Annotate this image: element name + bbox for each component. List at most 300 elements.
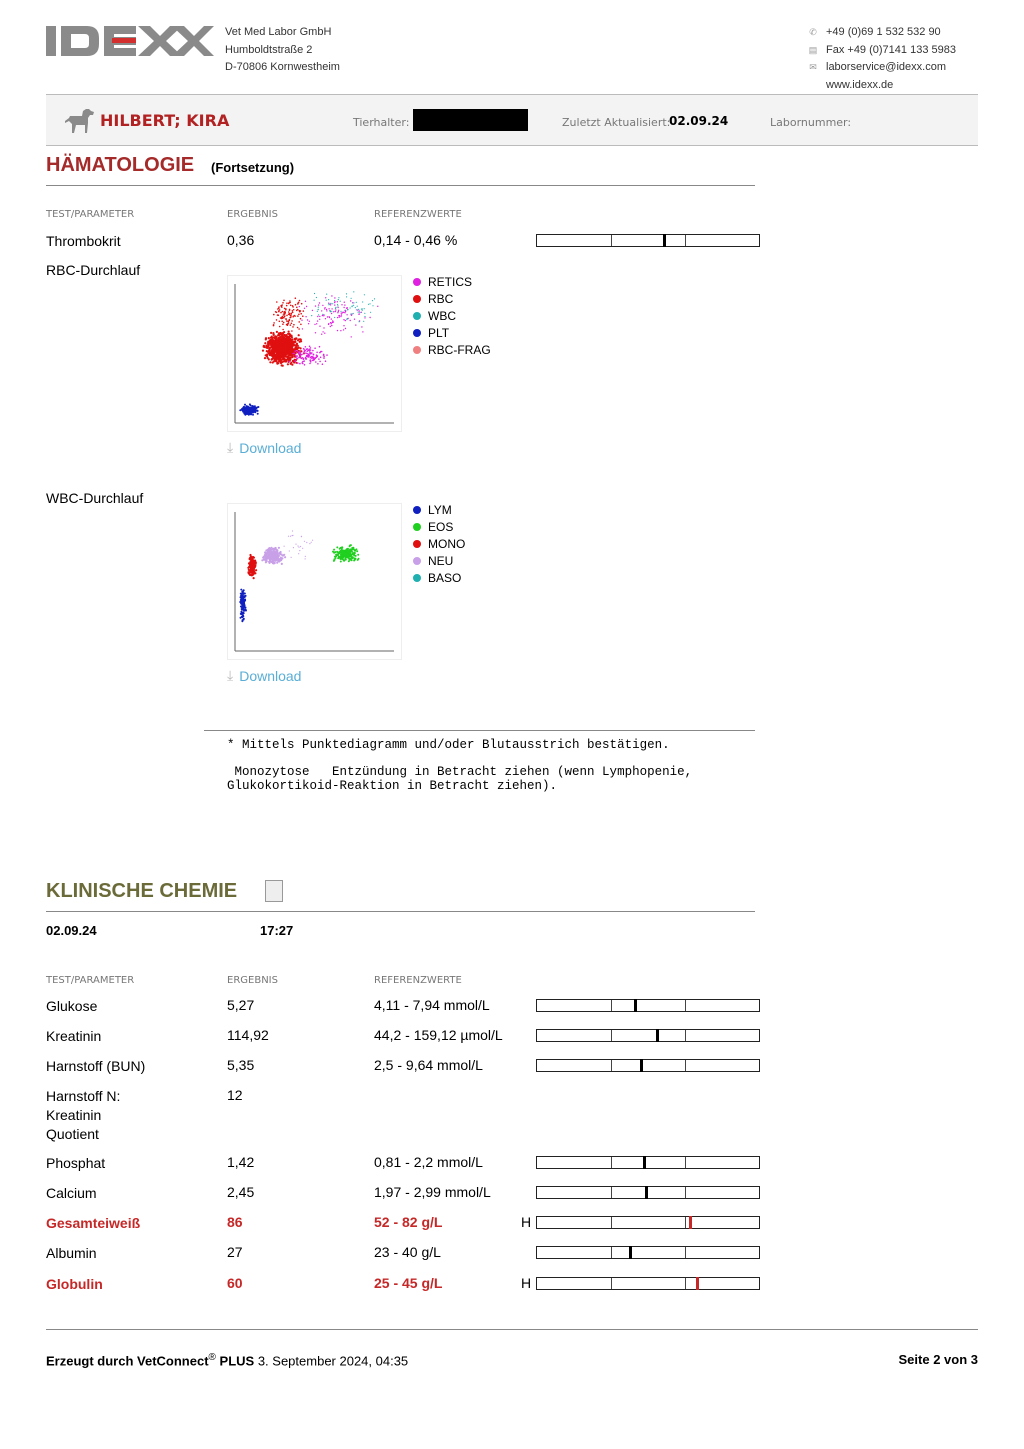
scatter-point (333, 549, 335, 551)
scatter-point (332, 303, 333, 304)
range-marker (689, 1216, 692, 1229)
scatter-point (283, 311, 285, 313)
range-marker (643, 1156, 646, 1169)
scatter-point (308, 349, 310, 351)
scatter-point (291, 323, 293, 325)
scatter-point (343, 307, 344, 308)
scatter-point (309, 321, 310, 322)
scatter-point (272, 343, 274, 345)
scatter-point (298, 334, 300, 336)
scatter-point (269, 347, 271, 349)
scatter-point (326, 294, 327, 295)
scatter-point (363, 321, 364, 322)
scatter-point (350, 314, 351, 315)
scatter-point (362, 301, 363, 302)
scatter-point (278, 547, 280, 549)
scatter-point (298, 352, 300, 354)
scatter-point (293, 344, 295, 346)
param-name: Albumin (46, 1245, 97, 1261)
scatter-point (348, 551, 350, 553)
scatter-point (290, 316, 292, 318)
scatter-point (350, 554, 352, 556)
scatter-point (351, 313, 352, 314)
scatter-point (295, 304, 297, 306)
range-marker (645, 1186, 648, 1199)
scatter-point (354, 319, 355, 320)
scatter-point (369, 317, 370, 318)
download-icon: ⤓ (227, 439, 234, 455)
scatter-point (300, 318, 302, 320)
scatter-point (335, 307, 336, 308)
scatter-point (321, 351, 323, 353)
scatter-point (294, 338, 296, 340)
scatter-point (337, 301, 338, 302)
scatter-point (301, 303, 303, 305)
scatter-point (314, 357, 316, 359)
scatter-point (346, 293, 347, 294)
scatter-point (280, 558, 282, 560)
scatter-point (316, 352, 318, 354)
reference-range-bar (536, 999, 760, 1012)
scatter-point (279, 352, 281, 354)
scatter-point (248, 408, 250, 410)
param-result: 1,42 (227, 1154, 255, 1170)
scatter-point (347, 309, 348, 310)
scatter-point (288, 320, 290, 322)
scatter-point (364, 317, 365, 318)
patient-name: HILBERT; KIRA (100, 111, 230, 130)
scatter-point (279, 356, 281, 358)
scatter-point (276, 363, 278, 365)
scatter-point (291, 355, 293, 357)
scatter-point (248, 573, 250, 575)
scatter-point (299, 550, 300, 551)
param-name: Globulin (46, 1276, 103, 1292)
scatter-point (276, 319, 278, 321)
scatter-point (312, 540, 313, 541)
scatter-point (350, 320, 351, 321)
scatter-point (296, 310, 298, 312)
scatter-point (336, 546, 338, 548)
scatter-point (283, 300, 285, 302)
scatter-point (324, 308, 325, 309)
param-result: 86 (227, 1214, 243, 1230)
scatter-point (359, 321, 360, 322)
scatter-point (333, 311, 334, 312)
scatter-point (243, 606, 245, 608)
scatter-point (364, 294, 365, 295)
scatter-point (267, 550, 269, 552)
rbc-download-link[interactable] (227, 439, 301, 456)
scatter-point (282, 323, 284, 325)
param-name: Calcium (46, 1185, 97, 1201)
scatter-point (377, 306, 378, 307)
param-name: Phosphat (46, 1155, 106, 1171)
scatter-point (280, 350, 282, 352)
reference-range-bar (536, 1059, 760, 1072)
scatter-point (350, 307, 351, 308)
scatter-point (348, 560, 350, 562)
param-reference: 2,5 - 9,64 mmol/L (374, 1057, 483, 1073)
scatter-point (326, 354, 328, 356)
scatter-point (276, 331, 278, 333)
scatter-point (346, 550, 348, 552)
scatter-point (314, 324, 315, 325)
scatter-point (240, 613, 242, 615)
scatter-point (338, 310, 339, 311)
scatter-point (273, 562, 275, 564)
scatter-point (250, 409, 252, 411)
scatter-point (335, 554, 337, 556)
scatter-point (284, 546, 285, 547)
scatter-point (292, 326, 294, 328)
legend-dot (413, 506, 421, 514)
scatter-point (305, 346, 307, 348)
scatter-point (240, 589, 242, 591)
scatter-point (289, 338, 291, 340)
param-reference: 25 - 45 g/L (374, 1275, 443, 1291)
scatter-point (285, 349, 287, 351)
scatter-point (297, 327, 299, 329)
scatter-point (293, 547, 294, 548)
scatter-point (243, 602, 245, 604)
scatter-point (265, 338, 267, 340)
scatter-point (359, 313, 360, 314)
lab-website[interactable]: www.idexx.de (826, 78, 894, 91)
scatter-point (291, 320, 293, 322)
scatter-point (275, 359, 277, 361)
scatter-point (331, 325, 332, 326)
legend-label: RETICS (428, 274, 473, 289)
scatter-point (271, 338, 273, 340)
scatter-point (340, 561, 342, 563)
scatter-point (358, 312, 359, 313)
scatter-point (356, 550, 358, 552)
scatter-point (287, 346, 289, 348)
scatter-point (270, 560, 272, 562)
legend-item (413, 501, 465, 518)
col-head-test: TEST/PARAMETER (46, 975, 135, 986)
scatter-point (298, 357, 300, 359)
scatter-point (243, 412, 245, 414)
scatter-point (253, 577, 255, 579)
scatter-point (273, 314, 275, 316)
scatter-point (284, 556, 286, 558)
fax-icon: ▤ (808, 44, 818, 55)
reference-range-bar (536, 234, 760, 247)
scatter-point (346, 319, 347, 320)
scatter-point (319, 326, 320, 327)
scatter-point (289, 348, 291, 350)
scatter-point (303, 359, 305, 361)
scatter-point (313, 354, 315, 356)
range-marker (629, 1246, 632, 1259)
scatter-point (341, 313, 342, 314)
scatter-point (272, 350, 274, 352)
scatter-point (322, 314, 323, 315)
scatter-point (343, 319, 344, 320)
scatter-point (338, 299, 339, 300)
scatter-point (338, 297, 339, 298)
legend-dot (413, 557, 421, 565)
scatter-point (361, 326, 362, 327)
scatter-point (335, 311, 336, 312)
scatter-point (297, 339, 299, 341)
scatter-point (328, 316, 329, 317)
scatter-point (250, 558, 252, 560)
scatter-point (357, 306, 358, 307)
scatter-point (273, 325, 275, 327)
scatter-point (370, 312, 371, 313)
param-name: Kreatinin (46, 1028, 102, 1044)
scatter-point (306, 542, 307, 543)
scatter-point (304, 364, 306, 366)
scatter-point (266, 350, 268, 352)
scatter-point (331, 308, 332, 309)
chemie-time: 17:27 (260, 923, 294, 938)
scatter-point (249, 565, 251, 567)
scatter-point (364, 316, 365, 317)
scatter-point (243, 592, 245, 594)
scatter-point (297, 347, 299, 349)
section-title-chemie: KLINISCHE CHEMIE (46, 880, 238, 902)
scatter-point (245, 407, 247, 409)
legend-item (413, 535, 465, 552)
scatter-point (247, 567, 249, 569)
scatter-point (253, 571, 255, 573)
scatter-point (361, 312, 362, 313)
legend-item (413, 307, 491, 324)
param-result: 12 (227, 1087, 243, 1103)
scatter-point (321, 334, 322, 335)
scatter-point (251, 567, 253, 569)
scatter-point (311, 542, 312, 543)
scatter-point (343, 325, 344, 326)
scatter-point (321, 310, 322, 311)
scatter-point (305, 350, 307, 352)
scatter-point (352, 302, 353, 303)
scatter-point (280, 343, 282, 345)
range-marker (656, 1029, 659, 1042)
scatter-point (287, 350, 289, 352)
rbc-scatter-plot (227, 275, 402, 432)
scatter-point (327, 316, 328, 317)
scatter-point (302, 328, 303, 329)
scatter-point (319, 316, 320, 317)
scatter-point (285, 318, 287, 320)
scatter-point (288, 536, 289, 537)
scatter-point (309, 543, 310, 544)
scatter-point (319, 361, 321, 363)
scatter-point (268, 344, 270, 346)
scatter-point (331, 295, 332, 296)
scatter-point (281, 340, 283, 342)
scatter-point (303, 348, 305, 350)
scatter-point (244, 404, 246, 406)
idexx-logo (46, 24, 214, 58)
scatter-point (356, 309, 357, 310)
legend-dot (413, 312, 421, 320)
scatter-point (312, 350, 314, 352)
scatter-point (281, 356, 283, 358)
scatter-point (340, 301, 341, 302)
updated-label: Zuletzt Aktualisiert: (562, 116, 671, 129)
scatter-point (287, 363, 289, 365)
scatter-point (316, 297, 317, 298)
scatter-point (319, 346, 321, 348)
scatter-point (269, 351, 271, 353)
scatter-point (344, 304, 345, 305)
scatter-point (325, 360, 327, 362)
scatter-point (240, 617, 242, 619)
scatter-point (268, 554, 270, 556)
scatter-point (314, 293, 315, 294)
scatter-point (291, 313, 293, 315)
scatter-point (323, 354, 325, 356)
param-result: 5,27 (227, 997, 255, 1013)
scatter-point (345, 320, 346, 321)
scatter-point (290, 324, 292, 326)
scatter-point (332, 320, 333, 321)
scatter-point (303, 310, 305, 312)
scatter-point (359, 312, 360, 313)
lab-email[interactable]: laborservice@idexx.com (826, 61, 946, 73)
lab-name: Vet Med Labor GmbH (225, 26, 332, 38)
col-head-result: ERGEBNIS (227, 209, 278, 220)
wbc-download-label: Download (239, 667, 302, 684)
scatter-point (315, 305, 316, 306)
scatter-point (262, 350, 264, 352)
scatter-point (299, 300, 301, 302)
scatter-point (334, 300, 335, 301)
scatter-point (341, 550, 343, 552)
legend-item (413, 569, 465, 586)
range-marker (640, 1059, 643, 1072)
scatter-point (272, 361, 274, 363)
scatter-point (288, 311, 290, 313)
scatter-point (346, 296, 347, 297)
scatter-point (354, 550, 356, 552)
scatter-point (339, 548, 341, 550)
scatter-point (322, 315, 323, 316)
scatter-point (248, 569, 250, 571)
scatter-point (334, 317, 335, 318)
scatter-point (270, 547, 272, 549)
footer-plus: PLUS (219, 1353, 255, 1369)
scatter-point (283, 314, 285, 316)
scatter-point (279, 326, 281, 328)
legend-label: PLT (428, 325, 450, 340)
scatter-point (296, 350, 298, 352)
scatter-point (319, 319, 320, 320)
scatter-point (315, 361, 317, 363)
legend-dot (413, 523, 421, 531)
scatter-point (347, 555, 349, 557)
scatter-point (289, 309, 291, 311)
scatter-point (337, 307, 338, 308)
scatter-point (307, 319, 308, 320)
scatter-point (290, 305, 292, 307)
wbc-download-link[interactable] (227, 667, 301, 684)
scatter-point (281, 318, 283, 320)
legend-item (413, 341, 491, 358)
scatter-point (252, 414, 254, 416)
scatter-point (351, 298, 352, 299)
scatter-point (285, 309, 287, 311)
owner-label: Tierhalter: (353, 116, 410, 129)
scatter-point (312, 310, 313, 311)
scatter-point (357, 554, 359, 556)
scatter-point (270, 342, 272, 344)
scatter-point (361, 309, 362, 310)
scatter-point (290, 314, 292, 316)
scatter-point (305, 556, 306, 557)
scatter-point (334, 556, 336, 558)
scatter-point (265, 345, 267, 347)
col-head-test: TEST/PARAMETER (46, 209, 135, 220)
scatter-point (245, 595, 247, 597)
scatter-point (297, 362, 299, 364)
scatter-point (298, 314, 300, 316)
scatter-point (271, 359, 273, 361)
param-flag: H (521, 1214, 532, 1230)
scatter-point (309, 351, 311, 353)
scatter-point (245, 607, 247, 609)
scatter-point (300, 313, 302, 315)
scatter-point (274, 340, 276, 342)
param-result: 27 (227, 1244, 243, 1260)
scatter-point (242, 590, 244, 592)
scatter-point (298, 547, 299, 548)
scatter-point (279, 333, 281, 335)
scatter-point (286, 324, 288, 326)
legend-dot (413, 295, 421, 303)
scatter-point (252, 556, 254, 558)
scatter-point (339, 316, 340, 317)
scatter-point (309, 360, 311, 362)
scatter-point (303, 352, 305, 354)
range-marker (696, 1277, 699, 1290)
scatter-point (353, 305, 354, 306)
scatter-point (292, 535, 293, 536)
scatter-point (326, 310, 327, 311)
scatter-point (344, 557, 346, 559)
scatter-point (295, 297, 297, 299)
scatter-point (254, 565, 256, 567)
scatter-point (277, 308, 279, 310)
note-confirm: * Mittels Punktediagramm und/oder Blutausstrich bestätigen. (227, 738, 670, 752)
scatter-point (359, 310, 360, 311)
scatter-point (286, 320, 288, 322)
scatter-point (372, 305, 373, 306)
scatter-point (295, 544, 296, 545)
scatter-point (251, 574, 253, 576)
scatter-point (254, 409, 256, 411)
legend-dot (413, 346, 421, 354)
scatter-point (243, 609, 245, 611)
lab-fax: Fax +49 (0)7141 133 5983 (826, 43, 956, 56)
scatter-point (364, 313, 365, 314)
scatter-point (240, 603, 242, 605)
reference-range-bar (536, 1216, 760, 1229)
scatter-point (241, 616, 243, 618)
scatter-point (305, 558, 306, 559)
scatter-point (317, 316, 318, 317)
legend-label: NEU (428, 553, 454, 568)
scatter-point (355, 324, 356, 325)
col-head-result: ERGEBNIS (227, 975, 278, 986)
calculator-icon[interactable] (265, 880, 283, 902)
